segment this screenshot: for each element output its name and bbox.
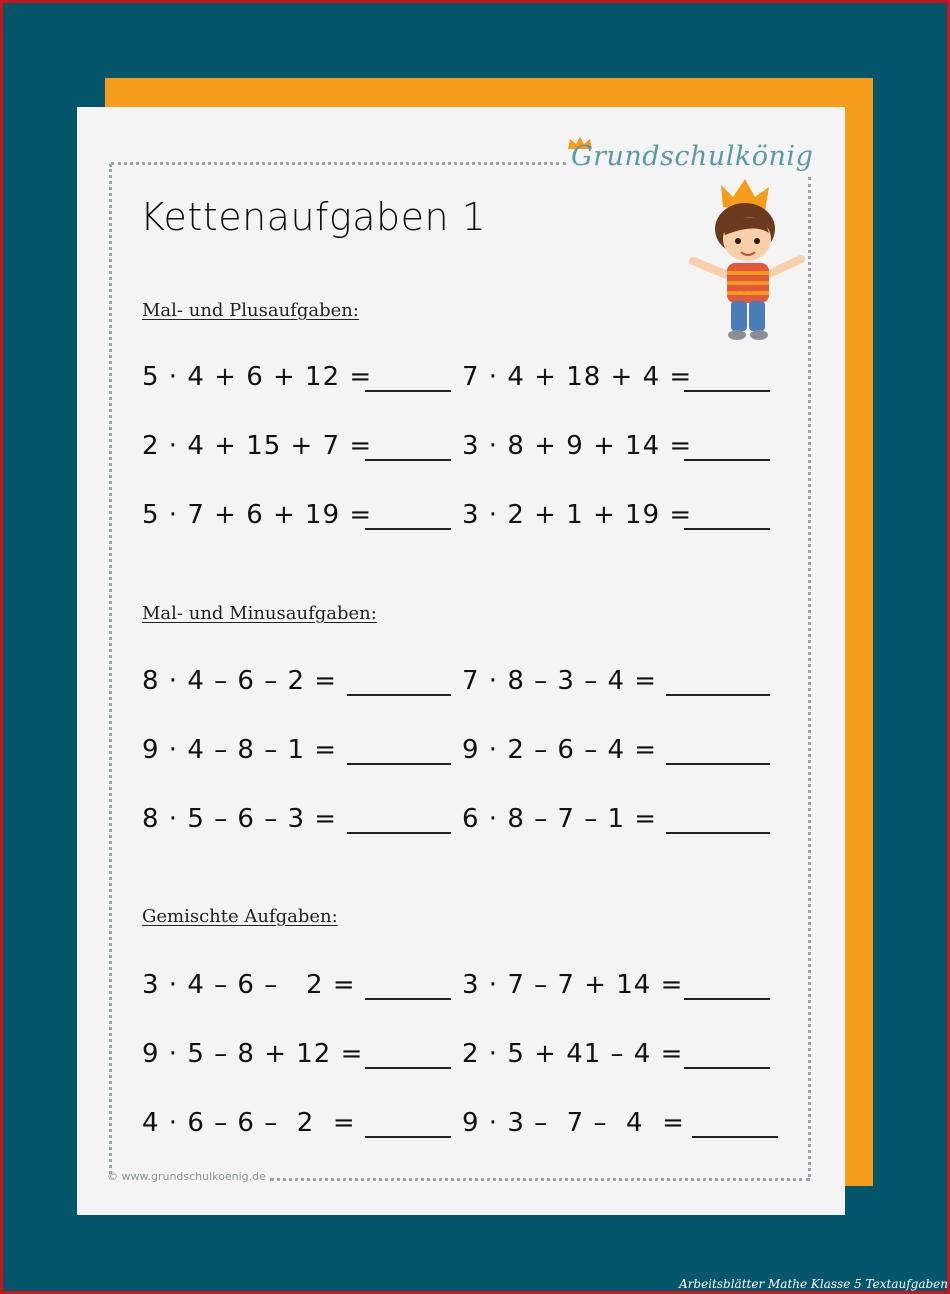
equation: 9 · 2 – 6 – 4 = [462, 735, 658, 765]
answer-blank[interactable] [666, 694, 770, 696]
equation: 9 · 4 – 8 – 1 = [142, 735, 338, 765]
answer-blank[interactable] [365, 998, 451, 1000]
equation: 3 · 7 – 7 + 14 = [462, 970, 684, 1000]
dotted-border-left [109, 164, 112, 1174]
equation: 8 · 5 – 6 – 3 = [142, 804, 338, 834]
copyright-footer: © www.grundschulkoenig.de [107, 1170, 266, 1183]
answer-blank[interactable] [365, 390, 451, 392]
equation: 4 · 6 – 6 – 2 = [142, 1108, 356, 1138]
jumping-boy-with-crown-illustration [685, 177, 805, 357]
equation: 8 · 4 – 6 – 2 = [142, 666, 338, 696]
section-heading-mal-plus: Mal- und Plusaufgaben: [142, 300, 359, 321]
answer-blank[interactable] [684, 459, 770, 461]
section-heading-mal-minus: Mal- und Minusaufgaben: [142, 603, 377, 624]
equation: 9 · 5 – 8 + 12 = [142, 1039, 364, 1069]
answer-blank[interactable] [365, 528, 451, 530]
equation: 5 · 4 + 6 + 12 = [142, 362, 373, 392]
answer-blank[interactable] [365, 1067, 451, 1069]
answer-blank[interactable] [347, 763, 451, 765]
worksheet-page [77, 107, 845, 1215]
answer-blank[interactable] [684, 528, 770, 530]
equation: 6 · 8 – 7 – 1 = [462, 804, 658, 834]
answer-blank[interactable] [347, 694, 451, 696]
answer-blank[interactable] [347, 832, 451, 834]
page-title: Kettenaufgaben 1 [140, 195, 487, 239]
dotted-border-bottom [270, 1178, 810, 1181]
equation: 2 · 5 + 41 – 4 = [462, 1039, 684, 1069]
equation: 7 · 4 + 18 + 4 = [462, 362, 693, 392]
answer-blank[interactable] [684, 1067, 770, 1069]
equation: 9 · 3 – 7 – 4 = [462, 1108, 685, 1138]
equation: 2 · 4 + 15 + 7 = [142, 431, 373, 461]
answer-blank[interactable] [365, 459, 451, 461]
equation: 3 · 8 + 9 + 14 = [462, 431, 693, 461]
answer-blank[interactable] [365, 1136, 451, 1138]
answer-blank[interactable] [684, 998, 770, 1000]
dotted-border-top [111, 162, 566, 165]
answer-blank[interactable] [692, 1136, 778, 1138]
image-caption: Arbeitsblätter Mathe Klasse 5 Textaufgaben [679, 1277, 948, 1291]
equation: 3 · 2 + 1 + 19 = [462, 500, 693, 530]
equation: 7 · 8 – 3 – 4 = [462, 666, 658, 696]
answer-blank[interactable] [666, 763, 770, 765]
section-heading-gemischt: Gemischte Aufgaben: [142, 906, 338, 927]
dotted-border-right [808, 177, 811, 1177]
answer-blank[interactable] [684, 390, 770, 392]
equation: 5 · 7 + 6 + 19 = [142, 500, 373, 530]
equation: 3 · 4 – 6 – 2 = [142, 970, 356, 1000]
brand-logo-text: Grundschulkönig [571, 141, 814, 172]
answer-blank[interactable] [666, 832, 770, 834]
